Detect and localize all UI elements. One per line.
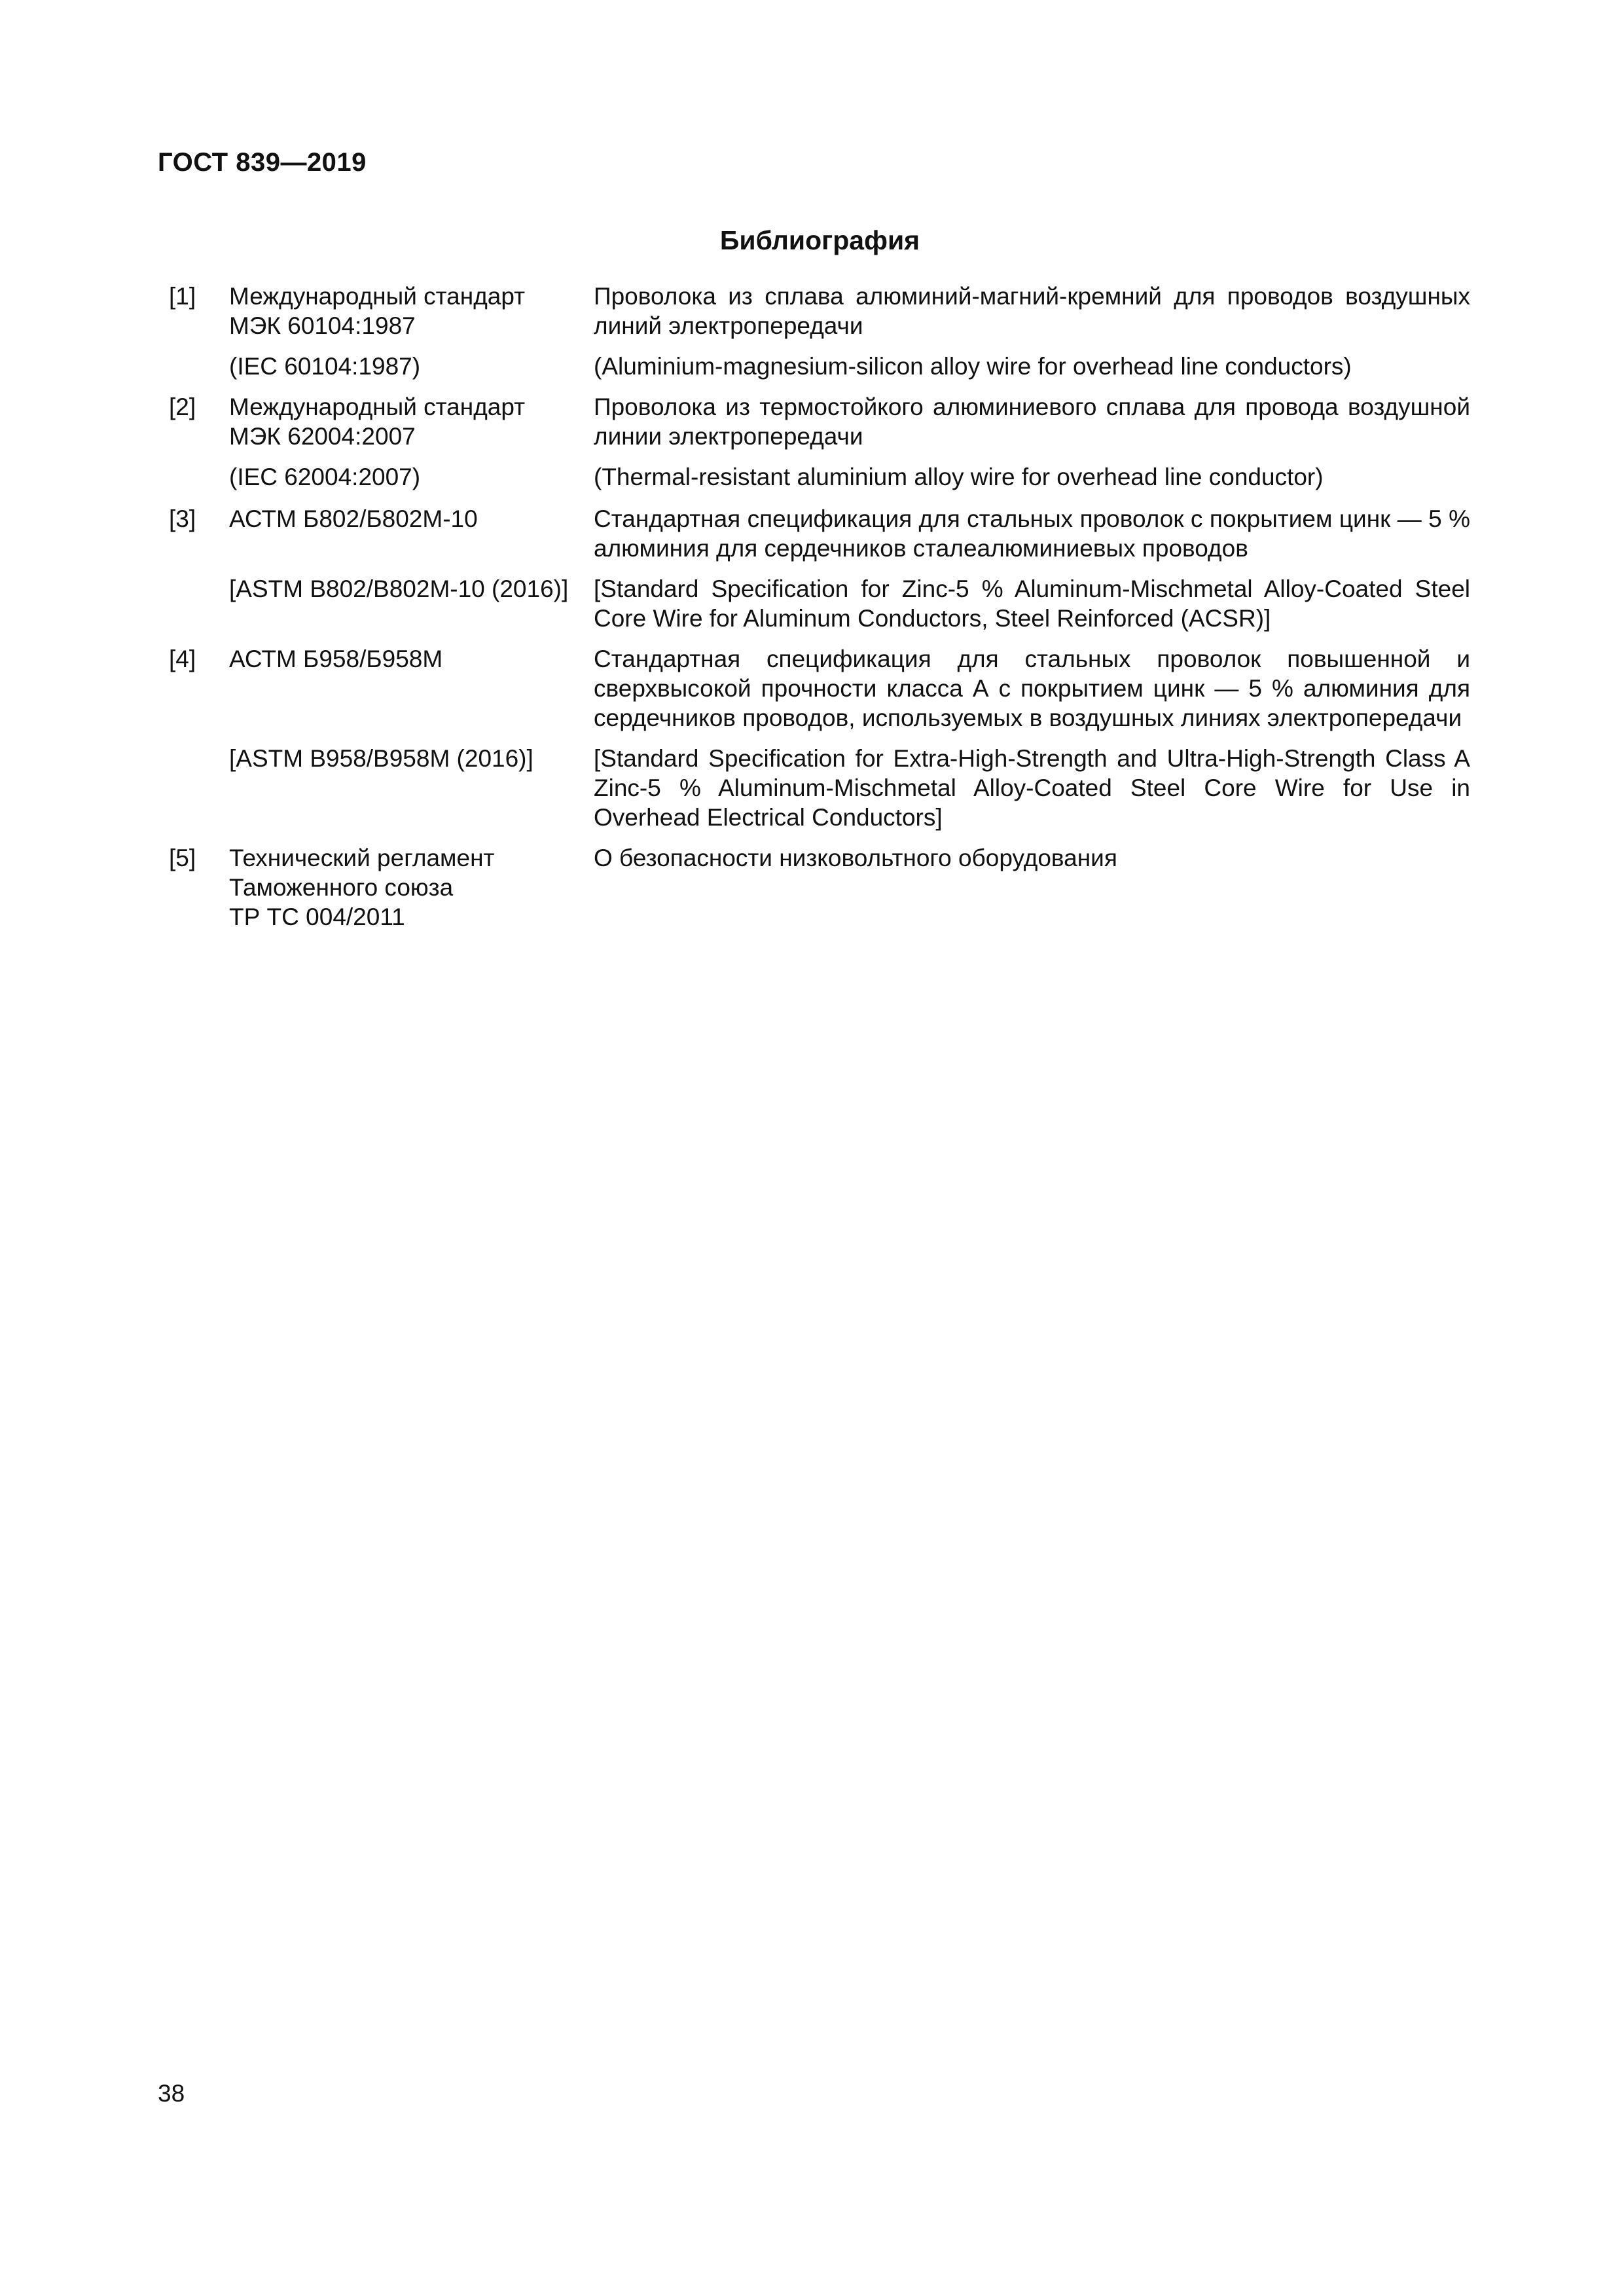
reference-title: Проволока из сплава алюминий-магний-кремний для проводов воздушных линий электропередачи <box>594 283 1470 339</box>
reference-source: (IEC 62004:2007) <box>229 464 421 490</box>
reference-number <box>158 462 229 492</box>
bibliography-list <box>158 282 1470 943</box>
reference-title: Стандартная спецификация для стальных проволок с покрытием цинк — 5 % алюминия для сердечников сталеалюминиевых проводов <box>594 505 1470 562</box>
reference-title: (Aluminium-magnesium-silicon alloy wire for overhead line conductors) <box>594 353 1352 380</box>
reference-title: О безопасности низковольтного оборудования <box>594 845 1117 871</box>
reference-source: Технический регламент Таможенного союза ТР ТС 004/2011 <box>229 845 495 930</box>
bibliography-entry <box>158 574 1470 633</box>
bibliography-entry <box>158 504 1470 563</box>
reference-number: [4] <box>169 646 196 672</box>
reference-source: [ASTM B802/B802M-10 (2016)] <box>229 575 569 602</box>
reference-title: (Thermal-resistant aluminium alloy wire for overhead line conductor) <box>594 464 1324 490</box>
reference-source: АСТМ Б958/Б958М <box>229 646 443 672</box>
bibliography-entry <box>158 352 1470 381</box>
reference-source: Международный стандарт МЭК 60104:1987 <box>229 283 526 339</box>
bibliography-heading: Библиография <box>719 225 920 255</box>
bibliography-entry <box>158 392 1470 451</box>
bibliography-entry <box>158 744 1470 832</box>
reference-number: [3] <box>169 505 196 532</box>
bibliography-entry <box>158 282 1470 340</box>
section-title <box>0 225 1624 256</box>
reference-number: [1] <box>169 283 196 310</box>
reference-number <box>158 744 229 832</box>
reference-source: (IEC 60104:1987) <box>229 353 421 380</box>
reference-source: Международный стандарт МЭК 62004:2007 <box>229 393 526 450</box>
reference-source: АСТМ Б802/Б802М-10 <box>229 505 478 532</box>
reference-number <box>158 574 229 633</box>
reference-title: Стандартная спецификация для стальных проволок повышенной и сверхвысокой прочности класса А с покрытием цинк — 5 % алюминия для сердечников проводов, используемых в воздушных линиях электропередачи <box>594 646 1470 731</box>
bibliography-entry <box>158 843 1470 932</box>
bibliography-entry <box>158 644 1470 733</box>
reference-number: [5] <box>169 845 196 871</box>
reference-number: [2] <box>169 393 196 420</box>
page-number: 38 <box>158 2080 185 2107</box>
document-code-header: ГОСТ 839—2019 <box>158 148 367 177</box>
reference-source: [ASTM B958/B958M (2016)] <box>229 745 533 772</box>
reference-title: [Standard Specification for Zinc-5 % Aluminum-Mischmetal Alloy-Coated Steel Core Wire for Aluminum Conductors, Steel Reinforced (ACSR)] <box>594 575 1470 632</box>
reference-title: [Standard Specification for Extra-High-Strength and Ultra-High-Strength Class A Zinc-5 % Aluminum-Mischmetal Alloy-Coated Steel Core Wire for Use in Overhead Electrical Conductors] <box>594 745 1470 831</box>
reference-number <box>158 352 229 381</box>
reference-title: Проволока из термостойкого алюминиевого сплава для провода воздушной линии электропередачи <box>594 393 1470 450</box>
bibliography-entry <box>158 462 1470 492</box>
